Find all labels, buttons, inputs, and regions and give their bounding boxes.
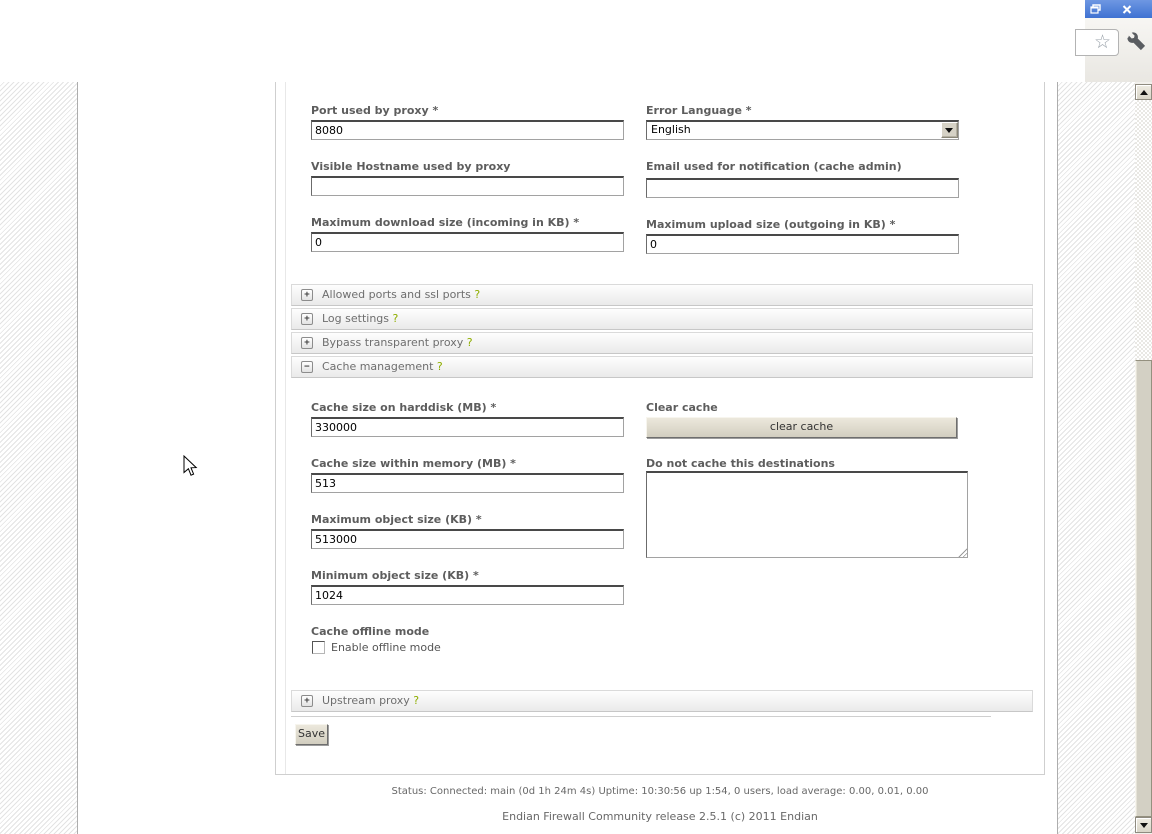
- dropdown-button[interactable]: [941, 122, 958, 138]
- section-label: Bypass transparent proxy: [322, 336, 464, 349]
- close-window-button[interactable]: [1117, 2, 1137, 16]
- expand-icon[interactable]: +: [301, 695, 313, 707]
- proxy-settings-panel: [275, 82, 1045, 775]
- no-cache-destinations-textarea[interactable]: [646, 471, 968, 558]
- section-label: Cache management: [322, 360, 434, 373]
- section-header-allowed-ports[interactable]: [291, 284, 1033, 306]
- footer-text: Endian Firewall Community release 2.5.1 (c) 2011 Endian: [502, 810, 818, 823]
- panel-divider: [285, 82, 286, 774]
- divider: [291, 716, 991, 717]
- max-download-label: Maximum download size (incoming in KB) *: [311, 216, 580, 229]
- close-icon: [1122, 5, 1132, 14]
- expand-icon[interactable]: +: [301, 289, 313, 301]
- cache-harddisk-label: Cache size on harddisk (MB) *: [311, 401, 497, 414]
- scroll-down-button[interactable]: [1135, 817, 1152, 833]
- arrow-down-icon: [1140, 823, 1148, 828]
- save-button[interactable]: Save: [295, 724, 328, 745]
- max-object-label: Maximum object size (KB) *: [311, 513, 482, 526]
- no-cache-destinations-label: Do not cache this destinations: [646, 457, 835, 470]
- bookmark-star-icon[interactable]: ☆: [1094, 31, 1112, 53]
- mouse-cursor: [183, 455, 198, 481]
- dropdown-arrow-icon: [945, 128, 953, 133]
- collapse-icon[interactable]: −: [301, 361, 313, 373]
- scroll-up-button[interactable]: [1135, 84, 1152, 100]
- status-text: Status: Connected: main (0d 1h 24m 4s) Uptime: 10:30:56 up 1:54, 0 users, load average: 0.00, 0.01, 0.00: [391, 786, 929, 797]
- error-language-select[interactable]: [646, 120, 959, 140]
- wrench-icon: [1126, 31, 1147, 52]
- restore-window-button[interactable]: [1088, 2, 1102, 16]
- enable-offline-mode-checkbox-label: Enable offline mode: [331, 641, 441, 654]
- restore-icon: [1090, 4, 1101, 14]
- selected-option: English: [651, 123, 691, 136]
- help-link[interactable]: ?: [413, 694, 420, 707]
- expand-icon[interactable]: +: [301, 313, 313, 325]
- section-header-upstream-proxy[interactable]: [291, 690, 1033, 712]
- clear-cache-label: Clear cache: [646, 401, 718, 414]
- cache-memory-input[interactable]: [311, 473, 624, 493]
- max-upload-label: Maximum upload size (outgoing in KB) *: [646, 218, 896, 231]
- scrollbar-thumb[interactable]: [1135, 360, 1152, 817]
- cache-harddisk-input[interactable]: [311, 417, 624, 437]
- email-notification-label: Email used for notification (cache admin): [646, 160, 902, 173]
- error-language-label: Error Language *: [646, 104, 752, 117]
- clear-cache-button[interactable]: clear cache: [646, 417, 957, 438]
- section-header-log-settings[interactable]: [291, 308, 1033, 330]
- min-object-label: Minimum object size (KB) *: [311, 569, 479, 582]
- section-label: Log settings: [322, 312, 390, 325]
- page-background-left: [0, 82, 78, 834]
- max-download-input[interactable]: [311, 232, 624, 252]
- section-header-bypass-transparent-proxy[interactable]: [291, 332, 1033, 354]
- scrollbar: [1135, 82, 1152, 834]
- min-object-input[interactable]: [311, 585, 624, 605]
- help-link[interactable]: ?: [392, 312, 399, 325]
- port-label: Port used by proxy *: [311, 104, 439, 117]
- cache-memory-label: Cache size within memory (MB) *: [311, 457, 516, 470]
- section-label: Allowed ports and ssl ports: [322, 288, 471, 301]
- cache-offline-mode-label: Cache offline mode: [311, 625, 430, 638]
- email-notification-input[interactable]: [646, 178, 959, 198]
- help-link[interactable]: ?: [474, 288, 481, 301]
- enable-offline-mode-checkbox[interactable]: [312, 641, 325, 654]
- help-link[interactable]: ?: [466, 336, 473, 349]
- page-background-right: [1057, 82, 1135, 834]
- section-header-cache-management[interactable]: [291, 356, 1033, 378]
- wrench-menu-button[interactable]: [1126, 31, 1147, 56]
- max-upload-input[interactable]: [646, 234, 959, 254]
- visible-hostname-label: Visible Hostname used by proxy: [311, 160, 511, 173]
- port-input[interactable]: [311, 120, 624, 140]
- help-link[interactable]: ?: [436, 360, 443, 373]
- arrow-up-icon: [1140, 90, 1148, 95]
- visible-hostname-input[interactable]: [311, 176, 624, 196]
- section-label: Upstream proxy: [322, 694, 410, 707]
- window-titlebar: [1085, 0, 1152, 18]
- expand-icon[interactable]: +: [301, 337, 313, 349]
- max-object-input[interactable]: [311, 529, 624, 549]
